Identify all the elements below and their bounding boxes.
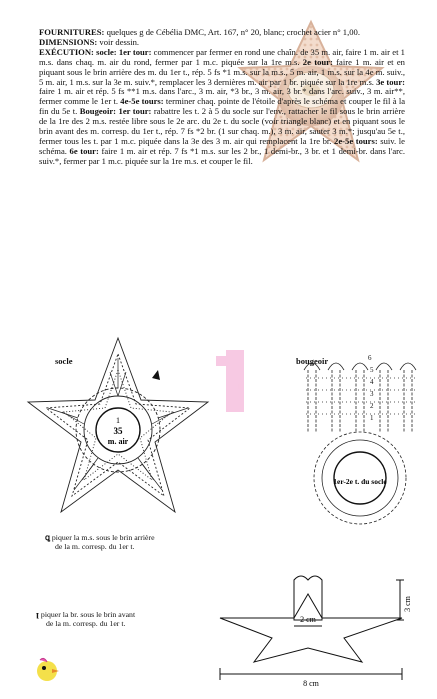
height-dim: 3 cm — [403, 596, 412, 612]
row-2: 2 — [370, 402, 374, 410]
fournitures-label: FOURNITURES: — [39, 27, 105, 37]
row-3: 3 — [370, 390, 374, 398]
dimension-drawing — [212, 560, 422, 690]
bougeoir-text: rabattre les t. 2 à 5 du socle sur l'env., rattacher le fil sous le brin arrière de la 1re des 2 m.s. restée libre sous le 2e arc. du 2e t. du socle (voir triangle blanc) et en piquant sous le brin avant des m. corresp. du 1er t., rép. 7 fs *2 br. (1 sur chaq. m.), 3 m. air, sauter 3 m.*; jusqu'au 5e t., fermer tous les t. par 1 m.c. piquée dans la 3e des 3 m. air qui remplacent la 1re br. — [39, 106, 405, 146]
legend-br — [36, 610, 135, 628]
dimensions-label: DIMENSIONS: — [39, 36, 98, 47]
legend-br-line1: piquer la br. sous le brin avant — [40, 610, 136, 619]
execution-label: EXÉCUTION: socle: 1er tour: — [39, 46, 152, 57]
tour3-label: 3e tour: — [373, 76, 406, 87]
tour3-text: faire 1 m. air et rép. 5 fs **1 m.s. dans l'arc., 3 m. air, *3 br., 3 m. air, 3 br.* dans l'arc. suiv., 3 m. air**, fermer comme le 1er t. — [39, 86, 405, 107]
tour6-label: 6e tour: — [66, 145, 99, 156]
legend-br-line2: de la m. corresp. du 1er t. — [46, 619, 126, 628]
socle-center-unit: m. air — [107, 437, 129, 446]
execution-text: commencer par fermer en rond une chaîn. de 35 m. air, faire 1 m. air et 1 m.s. dans chaq. m. air du rond, fermer par 1 m.c. piquée sur la 1re m.s. — [39, 46, 405, 67]
row-5: 5 — [370, 366, 374, 374]
page-number: 1 — [236, 382, 241, 393]
br-symbol-icon: ꞁ — [36, 610, 41, 619]
dimensions-text: voir dessin. — [97, 36, 140, 47]
fournitures-text: quelques g de Cébélia DMC, Art. 167, n° 20, blanc; crochet acier n° 1,00. — [104, 27, 360, 37]
width-dim: 2 cm — [300, 615, 316, 624]
legend-ms-line1: piquer la m.s. sous le brin arrière — [51, 533, 155, 542]
row-6: 6 — [368, 354, 372, 362]
socle-center-number: 35 — [113, 426, 123, 436]
bougeoir-label: bougeoir — [296, 356, 329, 366]
tour45-label: 4e-5e tours: — [118, 96, 164, 107]
total-dim: 8 cm — [303, 679, 319, 688]
tour45-text: terminer chaq. pointe de l'étoile d'après le schéma et couper le fil à la fin du 5e t. — [39, 96, 406, 117]
row-1: 1 — [370, 414, 374, 422]
instructions — [39, 28, 405, 167]
row-4: 4 — [370, 378, 374, 386]
du-socle-label: 1er-2e t. du socle — [333, 477, 387, 486]
socle-center-one: 1 — [116, 416, 120, 425]
legend-ms-line2: de la m. corresp. du 1er t. — [55, 542, 135, 551]
bougeoir-diagram — [298, 350, 418, 530]
tour6-text: faire 1 m. air et rép. 7 fs *1 m.s. sur les 2 br., 1 demi-br., 3 br. et 1 demi-br. dans l'arc. suiv.*, fermer par 1 m.c. piquée sur la 1re m.s. et couper le fil. — [39, 145, 406, 166]
white-triangle-marker — [152, 370, 160, 380]
tour25-label: 2e-5e tours: — [331, 135, 378, 146]
holder-cup — [294, 576, 322, 620]
socle-diagram — [18, 330, 218, 530]
holder-star — [220, 594, 402, 662]
bougeoir-text-label: Bougeoir: 1er tour: — [77, 106, 152, 117]
socle-label: socle — [55, 356, 73, 366]
tour2-label: 2e tour: — [299, 56, 333, 67]
legend-ms — [45, 533, 155, 551]
tour25-text: suiv. le schéma. — [39, 135, 405, 156]
tour2-text: faire 1 m. air et en piquant sous le brin arrière des m. du 1er t., rép. 5 fs *1 m.s. sur la m.s., 5 m. air, 1 m.s. sur la 4e m. suiv., 5 m. air, 1 m.s. sur la 3e m. suiv.*, remplacer les 3 dernières m. air par 1 br. piquée sur la 1re m.s. — [39, 56, 405, 87]
ms-symbol-icon: ꝗ — [45, 533, 52, 542]
chick-logo-icon — [32, 655, 62, 685]
